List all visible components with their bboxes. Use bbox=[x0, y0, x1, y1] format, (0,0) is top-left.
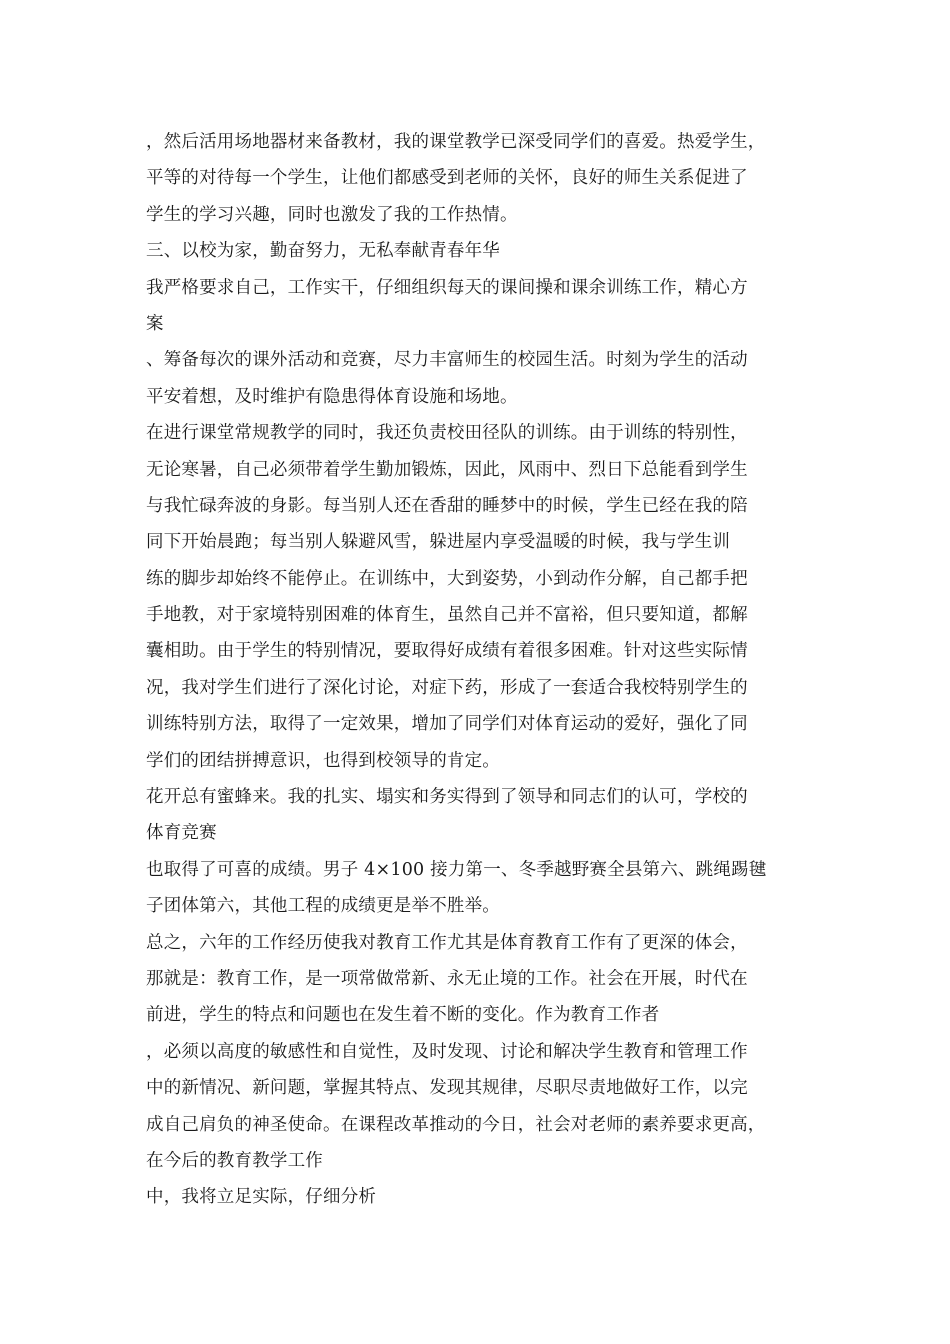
text-line: 囊相助。由于学生的特别情况，要取得好成绩有着很多困难。针对这些实际情 bbox=[146, 641, 748, 662]
text-line: 也取得了可喜的成绩。男子 4×100 接力第一、冬季越野赛全县第六、跳绳踢毽 bbox=[146, 859, 767, 880]
text-line: 与我忙碌奔波的身影。每当别人还在香甜的睡梦中的时候，学生已经在我的陪 bbox=[146, 495, 748, 516]
text-line: 体育竞赛 bbox=[146, 823, 217, 844]
text-line: 平安着想，及时维护有隐患得体育设施和场地。 bbox=[146, 386, 518, 407]
text-line: 中的新情况、新问题，掌握其特点、发现其规律，尽职尽责地做好工作，以完 bbox=[146, 1078, 748, 1099]
section-heading: 三、以校为家，勤奋努力，无私奉献青春年华 bbox=[146, 241, 500, 262]
text-line: 花开总有蜜蜂来。我的扎实、塌实和务实得到了领导和同志们的认可，学校的 bbox=[146, 787, 748, 808]
text-line: ，必须以高度的敏感性和自觉性，及时发现、讨论和解决学生教育和管理工作 bbox=[146, 1041, 748, 1062]
text-line: 在今后的教育教学工作 bbox=[146, 1150, 323, 1171]
document-body bbox=[146, 124, 810, 1216]
text-line: 手地教，对于家境特别困难的体育生，虽然自己并不富裕，但只要知道，都解 bbox=[146, 605, 748, 626]
text-line: 那就是：教育工作，是一项常做常新、永无止境的工作。社会在开展，时代在 bbox=[146, 968, 748, 989]
text-line: 训练特别方法，取得了一定效果，增加了同学们对体育运动的爱好，强化了同 bbox=[146, 714, 748, 735]
text-line: 学生的学习兴趣，同时也激发了我的工作热情。 bbox=[146, 204, 518, 225]
text-line: 况，我对学生们进行了深化讨论，对症下药，形成了一套适合我校特别学生的 bbox=[146, 677, 748, 698]
text-line: ，然后活用场地器材来备教材，我的课堂教学已深受同学们的喜爱。热爱学生， bbox=[146, 132, 766, 152]
text-line: 平等的对待每一个学生，让他们都感受到老师的关怀，良好的师生关系促进了 bbox=[146, 168, 748, 189]
text-line: 同下开始晨跑；每当别人躲避风雪，躲进屋内享受温暖的时候，我与学生训 bbox=[146, 532, 731, 553]
text-line: 成自己肩负的神圣使命。在课程改革推动的今日，社会对老师的素养要求更高， bbox=[146, 1114, 766, 1135]
text-line: 学们的团结拼搏意识，也得到校领导的肯定。 bbox=[146, 750, 500, 771]
text-line: 总之，六年的工作经历使我对教育工作尤其是体育教育工作有了更深的体会， bbox=[146, 932, 748, 953]
text-line: 前进，学生的特点和问题也在发生着不断的变化。作为教育工作者 bbox=[146, 1005, 660, 1026]
text-line: 中，我将立足实际，仔细分析 bbox=[146, 1187, 377, 1208]
text-line: 我严格要求自己，工作实干，仔细组织每天的课间操和课余训练工作，精心方 bbox=[146, 277, 748, 298]
text-line: 、筹备每次的课外活动和竞赛，尽力丰富师生的校园生活。时刻为学生的活动 bbox=[146, 350, 748, 371]
text-line: 子团体第六，其他工程的成绩更是举不胜举。 bbox=[146, 896, 500, 917]
text-line: 无论寒暑，自己必须带着学生勤加锻炼，因此，风雨中、烈日下总能看到学生 bbox=[146, 459, 748, 480]
text-line: 练的脚步却始终不能停止。在训练中，大到姿势，小到动作分解，自己都手把 bbox=[146, 568, 748, 589]
text-line: 案 bbox=[146, 313, 164, 334]
text-line: 在进行课堂常规教学的同时，我还负责校田径队的训练。由于训练的特别性， bbox=[146, 423, 748, 444]
